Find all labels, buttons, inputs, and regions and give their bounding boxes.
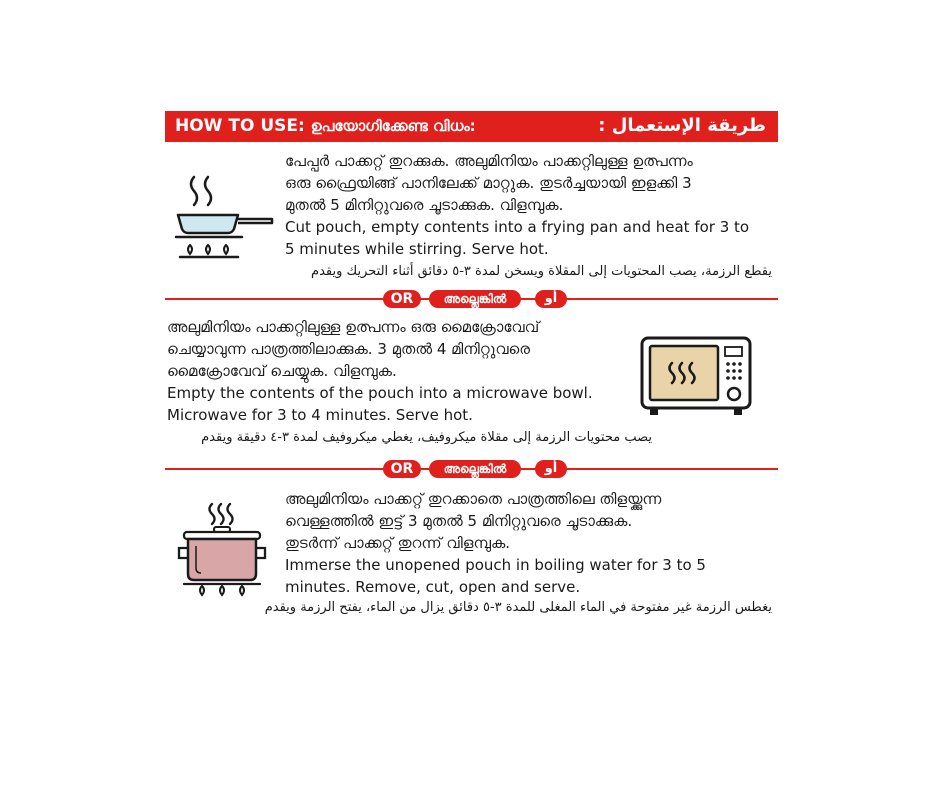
step-3-text (285, 488, 706, 598)
step-2-en-line: Microwave for 3 to 4 minutes. Serve hot. (167, 406, 473, 424)
step-3-ar-text: يغطس الرزمة غير مفتوحة في الماء المغلى للمدة ٣-٥ دقائق يزال من الماء، يفتح الرزمة ويقدم (264, 600, 772, 615)
header-title-left (175, 116, 476, 136)
step-2-text (167, 316, 593, 426)
step-1-en-line: 5 minutes while stirring. Serve hot. (285, 240, 549, 258)
step-3-ml-line: അലുമിനിയം പാക്കറ്റ് തുറക്കാതെ പാത്രത്തിലെ തിളയ്ക്കുന്ന (285, 490, 662, 508)
step-3-ml-line: തുടർന്ന് പാക്കറ്റ് തുറന്ന് വിളമ്പുക. (285, 534, 511, 552)
instructions-header (165, 111, 778, 142)
or-pill-ml: അല്ലെങ്കിൽ (429, 290, 521, 308)
step-1-ar-text: يقطع الرزمة، يصب المحتويات إلى المقلاة ويسخن لمدة ٣-٥ دقائق أثناء التحريك ويقدم (311, 264, 772, 279)
or-divider (165, 460, 778, 478)
step-2-ml-line: ചെയ്യാവുന്ന പാത്രത്തിലാക്കുക. 3 മുതൽ 4 മിനിറ്റുവരെ (167, 340, 530, 358)
step-1-text (285, 150, 749, 260)
or-pill: OR (383, 290, 421, 308)
step-3-ml-line: വെള്ളത്തിൽ ഇട്ട് 3 മുതൽ 5 മിനിറ്റുവരെ ചൂടാക്കുക. (285, 512, 633, 530)
boiling-pot-icon (176, 502, 268, 598)
step-2-en-line: Empty the contents of the pouch into a microwave bowl. (167, 384, 593, 402)
step-1-ml-line: പേപ്പർ പാക്കറ്റ് തുറക്കുക. അലുമിനിയം പാക്കറ്റിലുള്ള ഉത്പന്നം (285, 152, 693, 170)
frying-pan-icon (172, 175, 276, 259)
step-2-ml-line: മൈക്രോവേവ് ചെയ്യുക. വിളമ്പുക. (167, 362, 397, 380)
step-1-en-line: Cut pouch, empty contents into a frying pan and heat for 3 to (285, 218, 750, 236)
step-1-ml-line: മുതൽ 5 മിനിറ്റുവരെ ചൂടാക്കുക. വിളമ്പുക. (285, 196, 564, 214)
step-2-ar-text: يصب محتويات الرزمة إلى مقلاة ميكروفيف، يغطي ميكروفيف لمدة ٣-٤ دقيقة ويقدم (201, 430, 652, 445)
header-title-ml: ഉപയോഗിക്കേണ്ട വിധം: (310, 117, 476, 135)
header-title-en: HOW TO USE: (175, 116, 305, 136)
or-divider (165, 290, 778, 308)
or-pill: OR (383, 460, 421, 478)
or-pill-ar: أو (535, 290, 567, 308)
or-pill-ml: അല്ലെങ്കിൽ (429, 460, 521, 478)
step-1-ml-line: ഒരു ഫ്രൈയിങ്ങ് പാനിലേക്ക് മാറ്റുക. തുടർച്ചയായി ഇളക്കി 3 (285, 174, 692, 192)
or-pill-ar: أو (535, 460, 567, 478)
step-3-en-line: minutes. Remove, cut, open and serve. (285, 578, 581, 596)
step-3-en-line: Immerse the unopened pouch in boiling water for 3 to 5 (285, 556, 706, 574)
header-title-ar: طريقة الإستعمال : (598, 115, 766, 136)
step-2-ml-line: അലുമിനിയം പാക്കറ്റിലുള്ള ഉത്പന്നം ഒരു മൈക്രോവേവ് (167, 318, 540, 336)
microwave-icon (640, 336, 754, 418)
